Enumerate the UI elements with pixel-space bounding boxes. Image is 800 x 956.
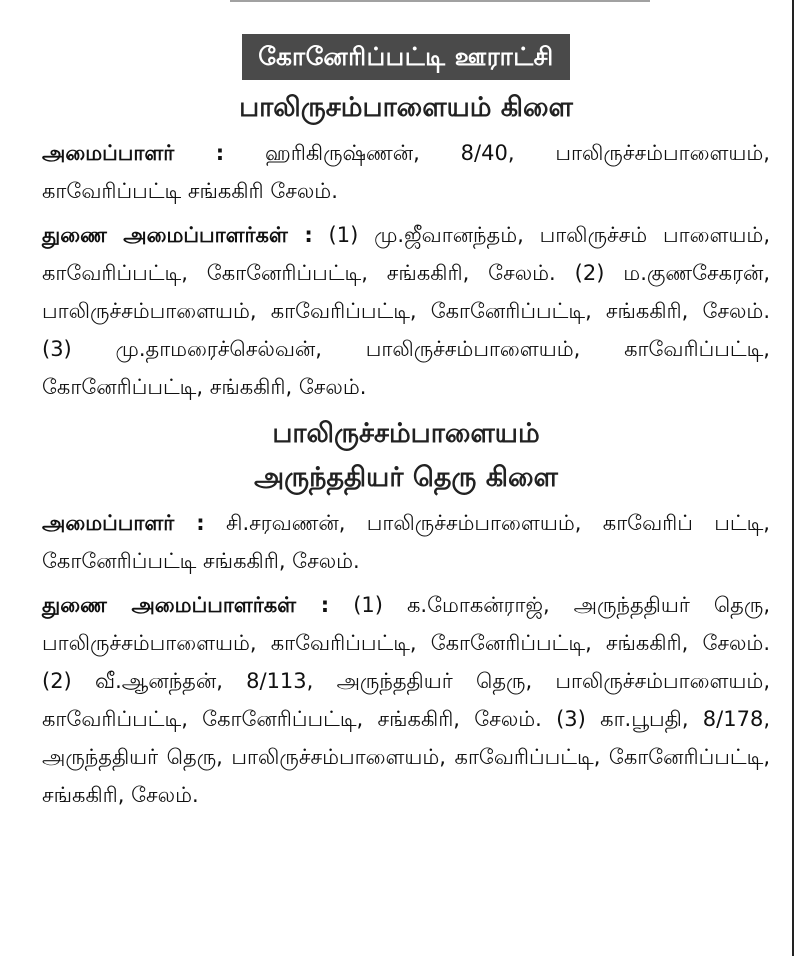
branch-2-organizer bbox=[42, 504, 770, 580]
branch-1-title: பாலிருசம்பாளையம் கிளை bbox=[239, 92, 573, 123]
branch-2-title-line1: பாலிருச்சம்பாளையம் bbox=[272, 418, 540, 449]
deputies-text: (1) க.மோகன்ராஜ், அருந்ததியர் தெரு, பாலிருச்சம்பாளையம், காவேரிப்பட்டி, கோனேரிப்பட்டி, சங்ககிரி, சேலம். (2) வீ.ஆனந்தன், 8/113, அருந்ததியர் தெரு, பாலிருச்சம்பாளையம், காவேரிப்பட்டி, கோனேரிப்பட்டி, சங்ககிரி, சேலம். (3) கா.பூபதி, 8/178, அருந்ததியர் தெரு, பாலிருச்சம்பாளையம், காவேரிப்பட்டி, கோனேரிப்பட்டி, சங்ககிரி, சேலம். bbox=[42, 593, 770, 807]
branch-1-deputies bbox=[42, 216, 770, 406]
deputies-label: துணை அமைப்பாளர்கள் : bbox=[42, 223, 313, 247]
panchayat-banner: கோனேரிப்பட்டி ஊராட்சி bbox=[242, 34, 569, 80]
organizer-label: அமைப்பாளர் : bbox=[42, 141, 225, 165]
organizer-text: சி.சரவணன், பாலிருச்சம்பாளையம், காவேரிப் பட்டி, கோனேரிப்பட்டி சங்ககிரி, சேலம். bbox=[42, 511, 770, 573]
branch-1-organizer bbox=[42, 134, 770, 210]
deputies-text: (1) மு.ஜீவானந்தம், பாலிருச்சம் பாளையம், காவேரிப்பட்டி, கோனேரிப்பட்டி, சங்ககிரி, சேலம். (2) ம.குணசேகரன், பாலிருச்சம்பாளையம், காவேரிப்பட்டி, கோனேரிப்பட்டி, சங்ககிரி, சேலம். (3) மு.தாமரைச்செல்வன், பாலிருச்சம்பாளையம், காவேரிப்பட்டி, கோனேரிப்பட்டி, சங்ககிரி, சேலம். bbox=[42, 223, 770, 399]
organizer-label: அமைப்பாளர் : bbox=[42, 511, 205, 535]
organizer-text: ஹரிகிருஷ்ணன், 8/40, பாலிருச்சம்பாளையம், காவேரிப்பட்டி சங்ககிரி சேலம். bbox=[42, 141, 770, 203]
column-rule bbox=[792, 0, 794, 956]
branch-2-title bbox=[42, 412, 770, 500]
deputies-label: துணை அமைப்பாளர்கள் : bbox=[42, 593, 330, 617]
branch-2-deputies bbox=[42, 586, 770, 814]
banner-wrap bbox=[42, 0, 770, 80]
top-rule bbox=[230, 0, 650, 6]
branch-2-title-line2: அருந்ததியர் தெரு கிளை bbox=[254, 462, 558, 493]
